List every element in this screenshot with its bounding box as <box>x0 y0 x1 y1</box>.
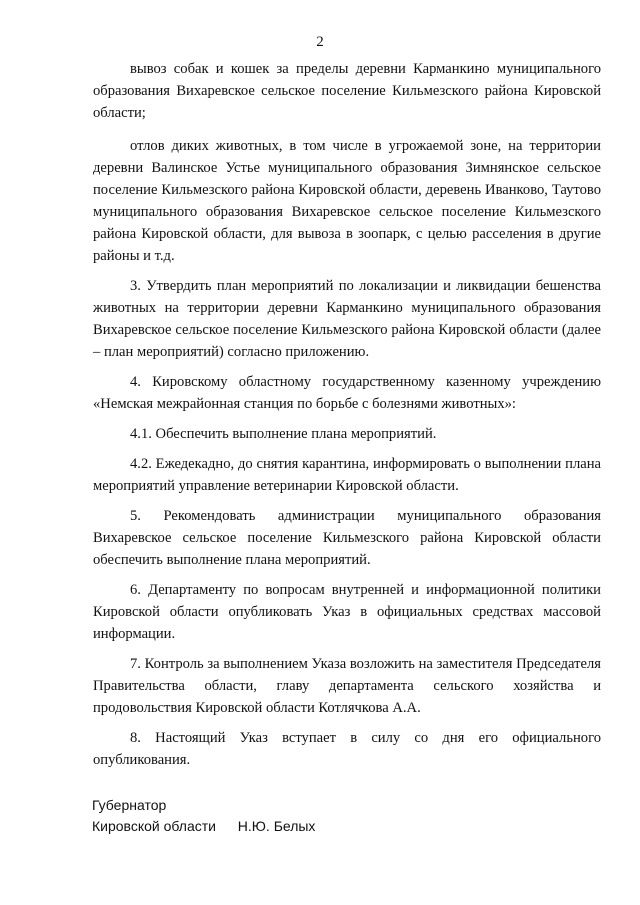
paragraph-6-publish: 6. Департаменту по вопросам внутренней и информационной политики Кировской области опубликовать Указ в официальных средствах массовой информации. <box>93 582 601 642</box>
paragraph-4-2: 4.2. Ежедекадно, до снятия карантина, информировать о выполнении плана мероприятий управление ветеринарии Кировской области. <box>93 456 601 494</box>
signature-line-2 <box>92 816 315 837</box>
signature-block <box>92 795 315 837</box>
paragraph-7-control: 7. Контроль за выполнением Указа возложить на заместителя Председателя Правительства области, главу департамента сельского хозяйства и продовольствия Кировской области Котлячкова А.А. <box>93 656 601 716</box>
paragraph-3-approve-plan: 3. Утвердить план мероприятий по локализации и ликвидации бешенства животных на территории деревни Карманкино муниципального образования Вихаревское сельское поселение Кильмезского района Кировской области (далее – план мероприятий) согласно приложению. <box>93 278 601 360</box>
signature-region: Кировской области <box>92 818 216 834</box>
paragraph-5-recommend: 5. Рекомендовать администрации муниципального образования Вихаревское сельское поселение Кильмезского района Кировской области обеспечить выполнение плана мероприятий. <box>93 508 601 568</box>
paragraph-4-1: 4.1. Обеспечить выполнение плана мероприятий. <box>130 426 437 442</box>
signature-title: Губернатор <box>92 797 167 813</box>
page-number: 2 <box>316 34 324 50</box>
paragraph-dog-cat-removal: вывоз собак и кошек за пределы деревни Карманкино муниципального образования Вихаревское сельское поселение Кильмезского района Кировской области; <box>93 61 601 121</box>
paragraph-4-institution: 4. Кировскому областному государственному казенному учреждению «Немская межрайонная станция по борьбе с болезнями животных»: <box>93 374 601 412</box>
paragraph-8-effective: 8. Настоящий Указ вступает в силу со дня его официального опубликования. <box>93 730 601 768</box>
paragraph-wild-animal-capture: отлов диких животных, в том числе в угрожаемой зоне, на территории деревни Валинское Устье муниципального образования Зимнянское сельское поселение Кильмезского района Кировской области, деревень Иванково, Таутово муниципального образования Вихаревское сельское поселение Кильмезского района Кировской области, для вывоза в зоопарк, с целью расселения в другие районы и т.д. <box>93 138 601 264</box>
signature-name: Н.Ю. Белых <box>237 818 316 834</box>
document-body <box>93 58 601 779</box>
